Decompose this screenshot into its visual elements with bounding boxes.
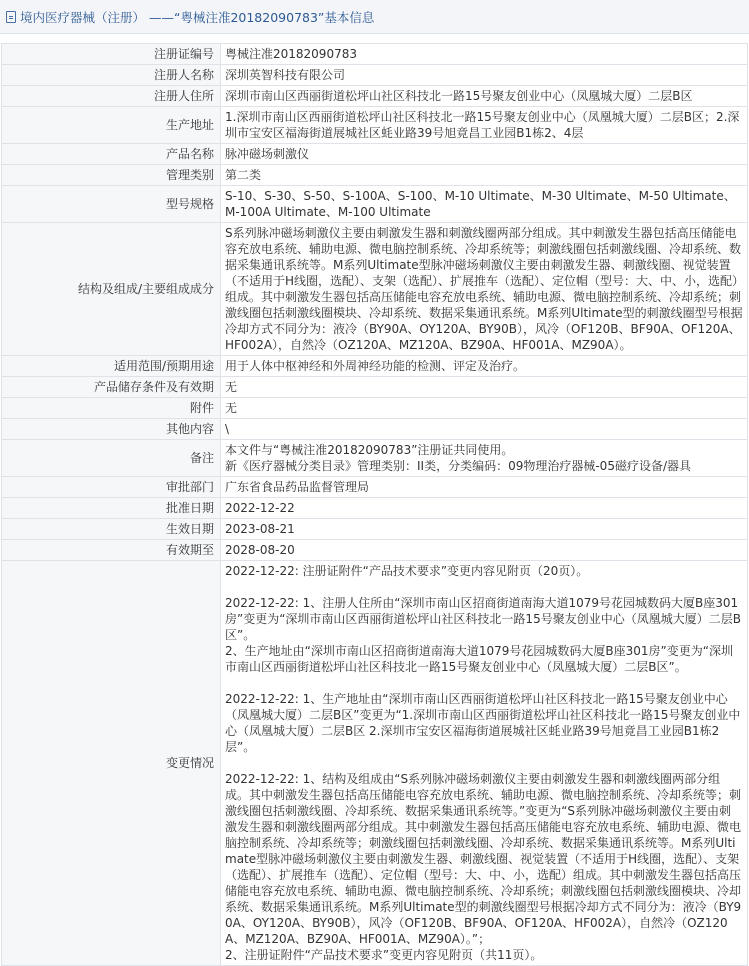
table-row [2,398,748,419]
table-row [2,419,748,440]
change-entry: 2022-12-22: 1、结构及组成由“S系列脉冲磁场刺激仪主要由刺激发生器和刺激线圈两部分组成。其中刺激发生器包括高压储能电容充放电系统、辅助电源、微电脑控制系统、冷却系统等；刺激线圈包括刺激线圈、冷却系统、数据采集通讯系统等。”变更为“S系列脉冲磁场刺激仪主要由刺激发生器和刺激线圈两部分组成。其中刺激发生器包括高压储能电容充放电系统、辅助电源、微电脑控制系统、冷却系统等；刺激线圈包括刺激线圈、冷却系统、数据采集通讯系统等。M系列Ultimate型脉冲磁场刺激仪主要由刺激发生器、刺激线圈、视觉装置（不适用于H线圈，选配）、支架（选配）、扩展推车（选配）、定位帽（型号：大、中、小，选配）组成。其中刺激发生器包括高压储能电容充放电系统、辅助电源、微电脑控制系统、冷却系统；刺激线圈包括刺激线圈模块、冷却系统、数据采集通讯系统。M系列Ultimate型的刺激线圈型号根据冷却方式不同分为：液冷（BY90A、OY120A、BY90B），风冷（OF120B、BF90A、OF120A、HF002A），自然冷（OZ120A、MZ120A、BZ90A、HF001A、MZ90A）。”； 2、注册证附件“产品技术要求”变更内容见附页（共11页）。 [225,772,742,962]
field-label: 型号规格 [2,186,221,223]
field-label: 结构及组成/主要组成成分 [2,223,221,356]
field-value: 无 [221,377,748,398]
field-value-line: 新《医疗器械分类目录》管理类别：II类，分类编码：09物理治疗器械-05磁疗设备/器具 [225,459,691,473]
page-title: 境内医疗器械（注册） ——“粤械注准20182090783”基本信息 [20,9,375,25]
field-label: 注册人名称 [2,65,221,86]
field-label: 生效日期 [2,519,221,540]
field-label: 管理类别 [2,165,221,186]
change-entry: 2022-12-22: 注册证附件“产品技术要求”变更内容见附页（20页）。 [225,564,589,578]
page-header [0,0,749,34]
field-value: 粤械注准20182090783 [221,44,748,65]
field-label: 其他内容 [2,419,221,440]
table-row [2,107,748,144]
table-row [2,477,748,498]
table-row [2,498,748,519]
field-label: 有效期至 [2,540,221,561]
field-label: 注册证编号 [2,44,221,65]
field-value [221,440,748,477]
table-row [2,44,748,65]
field-label: 批准日期 [2,498,221,519]
field-label: 备注 [2,440,221,477]
change-history [221,561,748,966]
table-row [2,223,748,356]
field-value: 2023-08-21 [221,519,748,540]
document-icon [6,11,16,23]
field-label: 产品储存条件及有效期 [2,377,221,398]
table-row [2,144,748,165]
field-label: 变更情况 [2,561,221,966]
registration-info-table [1,43,748,966]
table-row [2,519,748,540]
field-value: \ [221,419,748,440]
field-value: 深圳英智科技有限公司 [221,65,748,86]
table-row [2,65,748,86]
field-value: 脉冲磁场刺激仪 [221,144,748,165]
change-entry: 2022-12-22: 1、注册人住所由“深圳市南山区招商街道南海大道1079号花园城数码大厦B座301房”变更为“深圳市南山区西丽街道松坪山社区科技北一路15号聚友创业中心（凤凰城大厦）二层B区”。 2、生产地址由“深圳市南山区招商街道南海大道1079号花园城数码大厦B座301房”变更为“深圳市南山区西丽街道松坪山社区科技北一路15号聚友创业中心（凤凰城大厦）二层B区”。 [225,596,741,674]
table-row-changes [2,561,748,966]
field-value: 2022-12-22 [221,498,748,519]
table-row [2,165,748,186]
field-value: 无 [221,398,748,419]
field-value: S-10、S-30、S-50、S-100A、S-100、M-10 Ultimate、M-30 Ultimate、M-50 Ultimate、M-100A Ultimate、M-100 Ultimate [221,186,748,223]
table-row [2,377,748,398]
field-label: 适用范围/预期用途 [2,356,221,377]
table-row [2,356,748,377]
table-row [2,440,748,477]
field-value: 2028-08-20 [221,540,748,561]
change-entry: 2022-12-22: 1、生产地址由“深圳市南山区西丽街道松坪山社区科技北一路15号聚友创业中心（凤凰城大厦）二层B区”变更为“1.深圳市南山区西丽街道松坪山社区科技北一路15号聚友创业中心（凤凰城大厦）二层B区 2.深圳市宝安区福海街道展城社区蚝业路39号旭竟昌工业园B1栋2层”。 [225,692,741,754]
table-row [2,186,748,223]
field-value: 1.深圳市南山区西丽街道松坪山社区科技北一路15号聚友创业中心（凤凰城大厦）二层B区；2.深圳市宝安区福海街道展城社区蚝业路39号旭竟昌工业园B1栋2、4层 [221,107,748,144]
field-label: 生产地址 [2,107,221,144]
field-label: 注册人住所 [2,86,221,107]
field-label: 产品名称 [2,144,221,165]
field-value: 深圳市南山区西丽街道松坪山社区科技北一路15号聚友创业中心（凤凰城大厦）二层B区 [221,86,748,107]
field-value-line: 本文件与“粤械注准20182090783”注册证共同使用。 [225,443,514,457]
field-label: 附件 [2,398,221,419]
table-row [2,86,748,107]
field-label: 审批部门 [2,477,221,498]
field-value: S系列脉冲磁场刺激仪主要由刺激发生器和刺激线圈两部分组成。其中刺激发生器包括高压储能电容充放电系统、辅助电源、微电脑控制系统、冷却系统等；刺激线圈包括刺激线圈、冷却系统、数据采集通讯系统等。M系列Ultimate型脉冲磁场刺激仪主要由刺激发生器、刺激线圈、视觉装置（不适用于H线圈，选配）、支架（选配）、扩展推车（选配）、定位帽（型号：大、中、小，选配）组成。其中刺激发生器包括高压储能电容充放电系统、辅助电源、微电脑控制系统、冷却系统；刺激线圈包括刺激线圈模块、冷却系统、数据采集通讯系统。M系列Ultimate型的刺激线圈型号根据冷却方式不同分为：液冷（BY90A、OY120A、BY90B），风冷（OF120B、BF90A、OF120A、HF002A），自然冷（OZ120A、MZ120A、BZ90A、HF001A、MZ90A）。 [221,223,748,356]
field-value: 广东省食品药品监督管理局 [221,477,748,498]
table-row [2,540,748,561]
field-value: 用于人体中枢神经和外周神经功能的检测、评定及治疗。 [221,356,748,377]
field-value: 第二类 [221,165,748,186]
